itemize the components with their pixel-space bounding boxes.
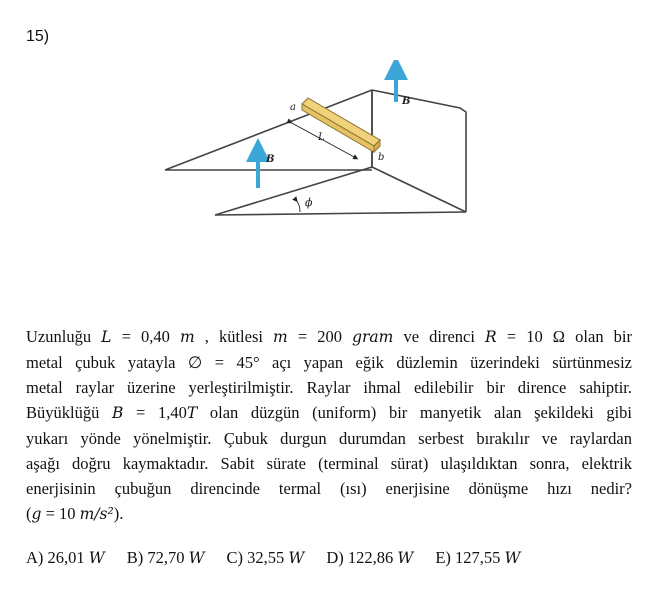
text-segment: metal raylar üzerine yerleştirilmiştir. Raylar ihmal edilebilir bir dirence sahiptir. <box>26 378 632 397</box>
answer-option[interactable] <box>26 548 105 568</box>
text-segment: = 1,40 <box>123 403 187 422</box>
label-phi: ϕ <box>305 196 313 209</box>
question-line <box>26 501 632 527</box>
label-a: a <box>290 102 296 113</box>
answer-label: D) <box>326 548 348 567</box>
answer-option[interactable] <box>127 548 205 568</box>
math-symbol: B <box>112 404 124 422</box>
text-segment: = 10 <box>41 504 80 523</box>
text-segment: , kütlesi <box>194 327 274 346</box>
answer-unit: W <box>397 549 414 567</box>
text-segment: = 200 <box>287 327 353 346</box>
text-segment: = 0,40 <box>111 327 180 346</box>
answer-value: 26,01 <box>47 548 85 567</box>
math-symbol: m/s² <box>79 505 114 523</box>
text-segment: = 10 Ω olan bir <box>496 327 632 346</box>
question-line <box>26 350 632 375</box>
text-segment: enerjisinin çubuğun direncinde termal (ısı) enerjisine dönüşme hızı nedir? <box>26 479 632 498</box>
label-B-right: B <box>402 96 411 107</box>
math-symbol: m <box>273 328 288 346</box>
angle-arc <box>296 200 300 212</box>
answer-label: E) <box>435 548 456 567</box>
question-line <box>26 451 632 476</box>
answer-unit: W <box>504 549 521 567</box>
answer-unit: W <box>188 549 205 567</box>
answer-value: 122,86 <box>347 548 394 567</box>
answer-options <box>26 548 636 568</box>
answer-option[interactable] <box>227 548 305 568</box>
answer-value: 127,55 <box>455 548 501 567</box>
text-segment: yukarı yönde yönelmiştir. Çubuk durgun durumdan serbest bırakılır ve raylardan <box>26 429 632 448</box>
answer-label: A) <box>26 548 48 567</box>
text-segment: Büyüklüğü <box>26 403 112 422</box>
question-number: 15) <box>26 28 50 45</box>
answer-label: B) <box>126 548 148 567</box>
answer-option[interactable] <box>435 548 520 568</box>
text-segment: ). <box>113 504 124 523</box>
answer-unit: W <box>288 549 305 567</box>
math-symbol: T <box>186 404 198 422</box>
question-line <box>26 426 632 451</box>
text-segment: ( <box>26 504 32 523</box>
math-symbol: L <box>101 328 112 346</box>
floor-front <box>215 212 466 215</box>
question-line <box>26 400 632 426</box>
inclined-rails-figure <box>150 60 480 225</box>
question-text <box>26 324 632 527</box>
answer-option[interactable] <box>326 548 413 568</box>
math-symbol: R <box>485 328 497 346</box>
question-line <box>26 476 632 501</box>
label-B-left: B <box>266 154 275 165</box>
math-symbol: g <box>31 505 42 523</box>
label-L: L <box>318 132 325 143</box>
floor-right <box>372 167 466 212</box>
text-segment: Uzunluğu <box>26 327 102 346</box>
answer-unit: W <box>88 549 105 567</box>
answer-value: 32,55 <box>247 548 285 567</box>
question-line <box>26 375 632 400</box>
text-segment: aşağı doğru kaymaktadır. Sabit sürate (terminal sürat) ulaşıldıktan sonra, elektrik <box>26 454 632 473</box>
answer-value: 72,70 <box>147 548 185 567</box>
text-segment: metal çubuk yatayla ∅ = 45° açı yapan eğik düzlemin üzerindeki sürtünmesiz <box>26 353 632 372</box>
math-symbol: gram <box>352 328 394 346</box>
label-b: b <box>378 152 385 163</box>
text-segment: ve direnci <box>393 327 486 346</box>
text-segment: olan düzgün (uniform) bir manyetik alan şekildeki gibi <box>197 403 633 422</box>
question-line <box>26 324 632 350</box>
math-symbol: m <box>179 328 195 346</box>
top-frame <box>372 90 466 212</box>
answer-label: C) <box>226 548 248 567</box>
metal-bar <box>302 98 380 152</box>
